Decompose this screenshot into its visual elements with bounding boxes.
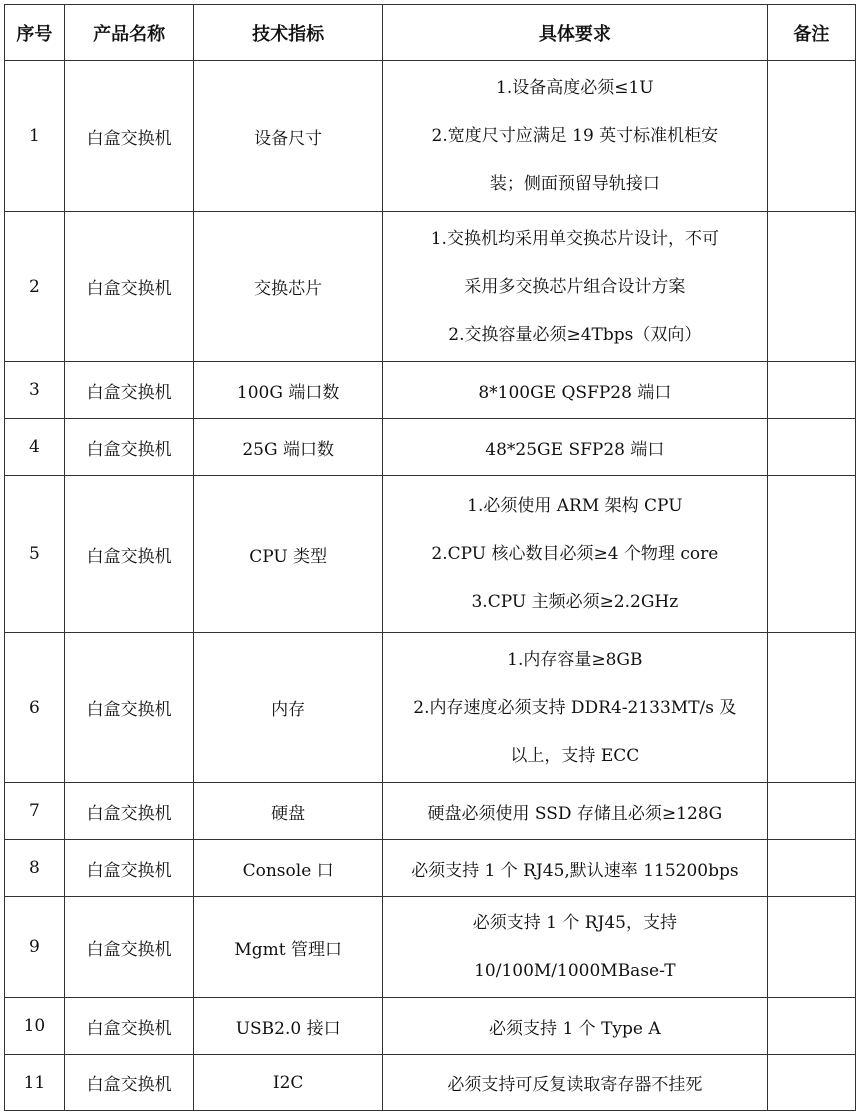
cell-note [767,1055,855,1111]
requirement-line: 2.交换容量必须≥4Tbps（双向） [448,324,702,345]
cell-requirements [382,783,767,840]
requirement-line: 必须支持 1 个 RJ45,默认速率 115200bps [411,860,739,881]
cell-requirements [382,1055,767,1111]
requirement-line: 2.宽度尺寸应满足 19 英寸标准机柜安 [431,126,719,146]
cell-tech-spec: 设备尺寸 [194,61,382,212]
table-row [5,476,856,633]
cell-requirements [382,998,767,1055]
cell-note [767,840,855,897]
cell-requirements [382,419,767,476]
table-row [5,61,856,212]
cell-note [767,633,855,783]
cell-product-name: 白盒交换机 [64,61,194,212]
cell-no: 8 [5,840,65,897]
requirement-line: 必须支持 1 个 RJ45，支持 [472,913,677,933]
cell-no: 5 [5,476,65,633]
cell-product-name: 白盒交换机 [64,362,194,419]
cell-no: 2 [5,212,65,362]
table-row [5,840,856,897]
cell-requirements [382,897,767,998]
cell-tech-spec: I2C [194,1055,382,1111]
cell-tech-spec: 硬盘 [194,783,382,840]
requirement-line: 硬盘必须使用 SSD 存储且必须≥128G [427,803,723,824]
requirement-line: 1.交换机均采用单交换芯片设计，不可 [430,228,719,249]
table-row [5,1055,856,1111]
table-header [5,5,856,61]
cell-product-name: 白盒交换机 [64,1055,194,1111]
table-row [5,212,856,362]
requirement-line: 8*100GE QSFP28 端口 [478,382,672,403]
requirement-line: 1.必须使用 ARM 架构 CPU [467,496,683,516]
cell-tech-spec: 25G 端口数 [194,419,382,476]
cell-note [767,362,855,419]
cell-tech-spec: USB2.0 接口 [194,998,382,1055]
cell-no: 4 [5,419,65,476]
cell-note [767,212,855,362]
table-row [5,998,856,1055]
spec-table [4,4,856,1111]
cell-product-name: 白盒交换机 [64,419,194,476]
table-row [5,362,856,419]
cell-no: 10 [5,998,65,1055]
requirement-line: 1.内存容量≥8GB [507,649,643,670]
cell-requirements [382,362,767,419]
cell-no: 9 [5,897,65,998]
table-row [5,783,856,840]
cell-no: 3 [5,362,65,419]
cell-product-name: 白盒交换机 [64,783,194,840]
cell-note [767,783,855,840]
table-row [5,897,856,998]
requirement-line: 装；侧面预留导轨接口 [489,174,660,194]
cell-product-name: 白盒交换机 [64,212,194,362]
header-requirements: 具体要求 [382,5,767,61]
cell-note [767,61,855,212]
requirement-line: 10/100M/1000MBase-T [474,961,676,981]
cell-requirements [382,840,767,897]
header-note: 备注 [767,5,855,61]
requirement-line: 48*25GE SFP28 端口 [485,439,665,460]
cell-tech-spec: Mgmt 管理口 [194,897,382,998]
header-no: 序号 [5,5,65,61]
requirement-line: 以上，支持 ECC [510,745,640,766]
table-row [5,633,856,783]
cell-tech-spec: Console 口 [194,840,382,897]
cell-note [767,897,855,998]
requirement-line: 采用多交换芯片组合设计方案 [464,276,686,297]
cell-note [767,998,855,1055]
header-row [5,5,856,61]
requirement-line: 必须支持 1 个 Type A [489,1018,661,1039]
cell-no: 6 [5,633,65,783]
cell-note [767,419,855,476]
cell-note [767,476,855,633]
cell-tech-spec: CPU 类型 [194,476,382,633]
cell-tech-spec: 100G 端口数 [194,362,382,419]
cell-product-name: 白盒交换机 [64,897,194,998]
table-body [5,61,856,1111]
header-product-name: 产品名称 [64,5,194,61]
cell-requirements [382,633,767,783]
cell-tech-spec: 交换芯片 [194,212,382,362]
cell-no: 7 [5,783,65,840]
cell-product-name: 白盒交换机 [64,633,194,783]
table-row [5,419,856,476]
header-tech-spec: 技术指标 [194,5,382,61]
requirement-line: 1.设备高度必须≤1U [496,78,654,98]
cell-tech-spec: 内存 [194,633,382,783]
cell-product-name: 白盒交换机 [64,998,194,1055]
requirement-line: 必须支持可反复读取寄存器不挂死 [447,1075,703,1095]
requirement-line: 2.内存速度必须支持 DDR4-2133MT/s 及 [413,697,737,718]
cell-product-name: 白盒交换机 [64,840,194,897]
requirement-line: 2.CPU 核心数目必须≥4 个物理 core [431,544,719,564]
cell-requirements [382,61,767,212]
cell-product-name: 白盒交换机 [64,476,194,633]
cell-no: 11 [5,1055,65,1111]
cell-no: 1 [5,61,65,212]
requirement-line: 3.CPU 主频必须≥2.2GHz [471,592,679,612]
cell-requirements [382,476,767,633]
cell-requirements [382,212,767,362]
